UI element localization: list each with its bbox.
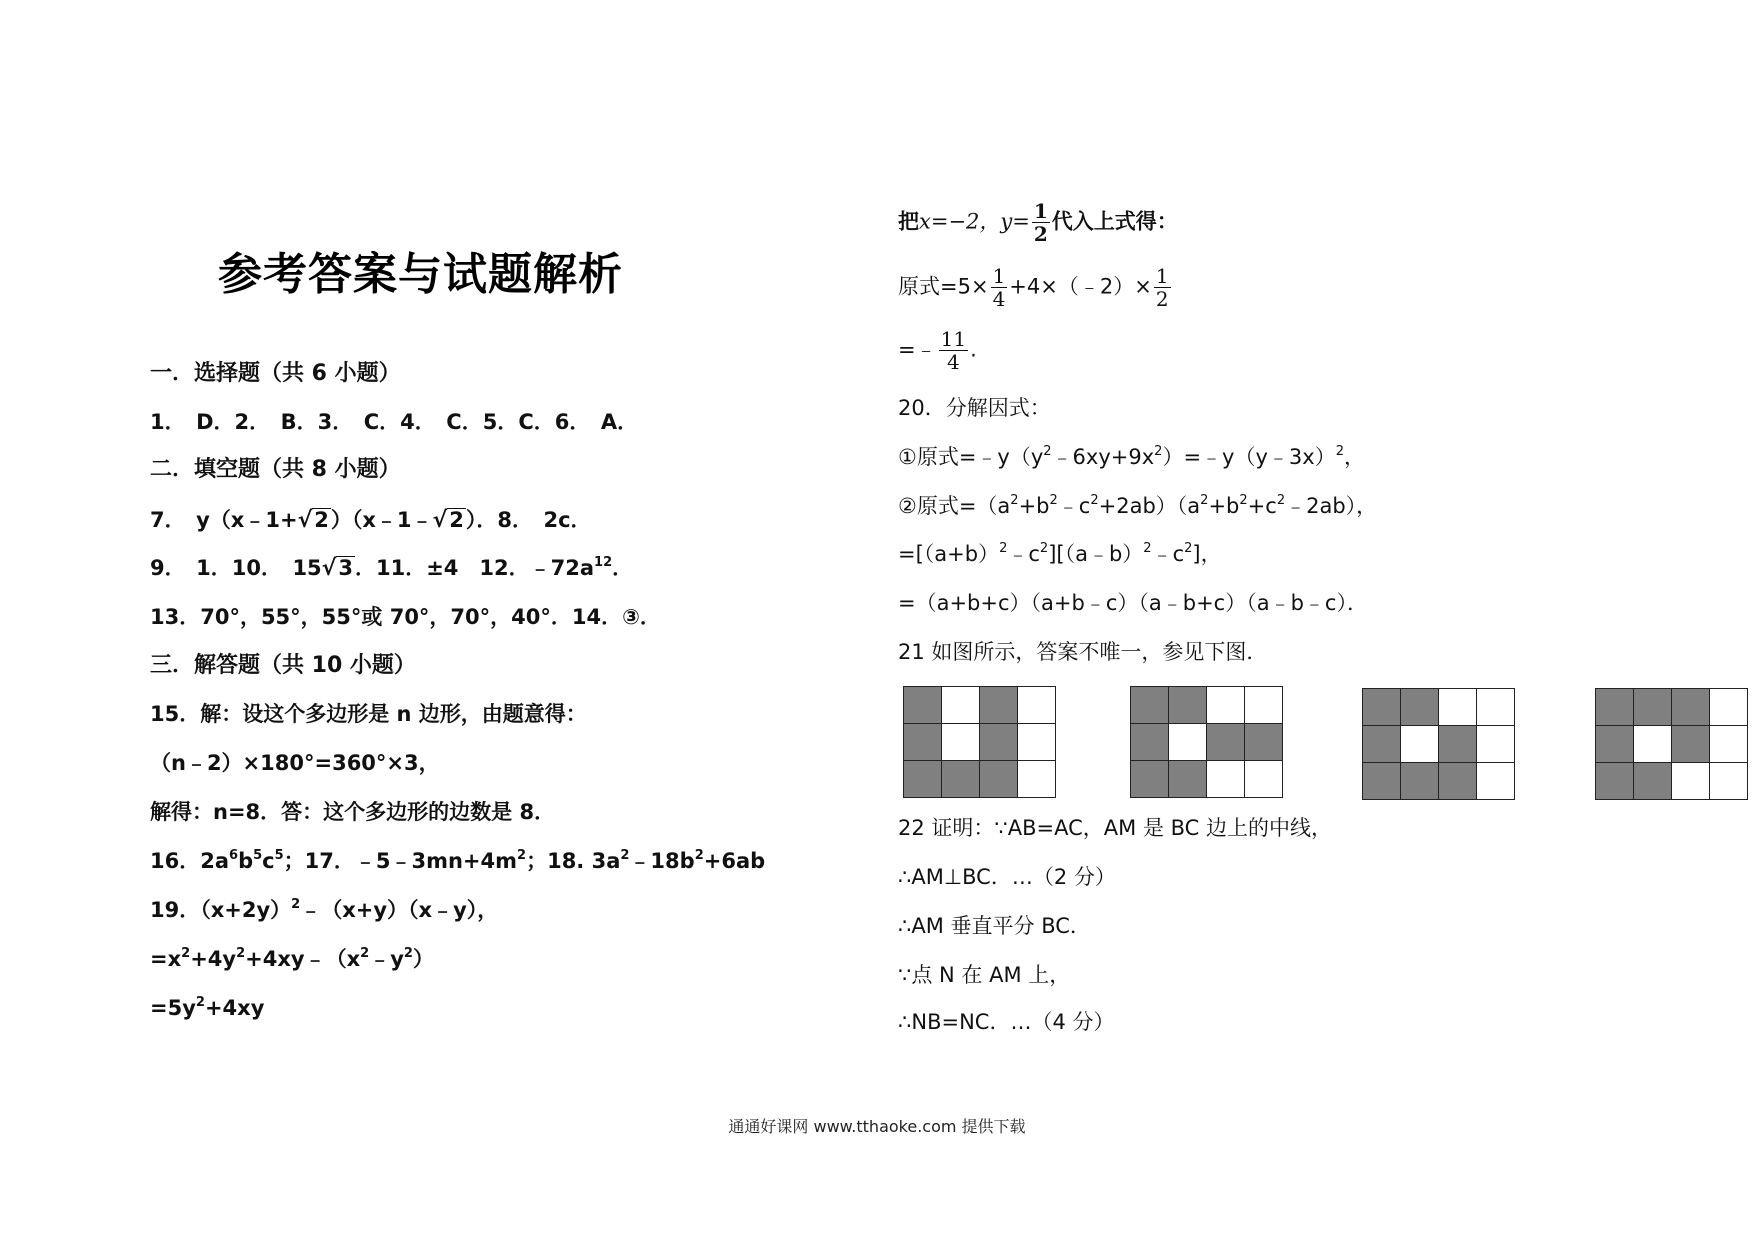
q20-line-3: [898, 540, 1222, 568]
exponent: 2: [1276, 493, 1286, 508]
grid-cell-empty: [1401, 726, 1439, 763]
text: ）: [412, 947, 434, 971]
text: +b: [1208, 494, 1240, 518]
text: ﹣c: [1057, 494, 1091, 518]
q21-grid-figure-2: [1130, 686, 1283, 798]
grid-cell-shaded: [942, 761, 980, 798]
grid-cell-shaded: [1672, 689, 1710, 726]
grid-cell-shaded: [1439, 763, 1477, 800]
grid-cell-empty: [1477, 726, 1515, 763]
q15-line-1: 15．解：设这个多边形是 n 边形，由题意得：: [150, 702, 587, 726]
fraction: [939, 328, 968, 373]
q15-line-2: （n﹣2）×180°=360°×3，: [150, 751, 440, 775]
text: +4xy﹣（x: [245, 947, 361, 971]
text: 16．2a: [150, 849, 230, 873]
grid-cell-shaded: [1169, 687, 1207, 724]
section-solve-heading: 三．解答题（共 10 小题）: [150, 653, 416, 678]
text: +4y: [190, 947, 237, 971]
substitution-line: [898, 200, 1178, 245]
text: c: [262, 849, 275, 873]
footer-credit: 通通好课网 www.tthaoke.com 提供下载: [728, 1117, 1026, 1136]
grid-cell-shaded: [980, 687, 1018, 724]
exponent: 2: [517, 848, 527, 863]
q20-heading: 20．分解因式：: [898, 396, 1051, 420]
var-x: x=−2，: [919, 209, 1001, 234]
q20-line-1: [898, 443, 1365, 471]
grid-cell-empty: [1710, 689, 1748, 726]
text: ﹣6xy+9x: [1051, 445, 1155, 469]
q22-line-3: ∴AM 垂直平分 BC．: [898, 914, 1091, 938]
grid-cell-empty: [1439, 689, 1477, 726]
exponent: 2: [1184, 541, 1193, 556]
exponent: 2: [694, 848, 704, 863]
exponent: 2: [1154, 444, 1163, 459]
text: +b: [1018, 494, 1050, 518]
q15-line-3: 解得：n=8．答：这个多边形的边数是 8．: [150, 800, 556, 824]
exponent: 2: [1335, 444, 1344, 459]
text: =5y: [150, 996, 196, 1020]
answer-q7-8: [150, 506, 592, 535]
grid-cell-empty: [1710, 763, 1748, 800]
section-choice-heading: 一．选择题（共 6 小题）: [150, 361, 401, 386]
exponent: 2: [1200, 493, 1209, 508]
grid-cell-empty: [942, 724, 980, 761]
answer-q16-18: [150, 847, 765, 875]
grid-cell-shaded: [1363, 689, 1401, 726]
q7-part-b: ）（x﹣1﹣: [330, 508, 433, 532]
grid-row: [1596, 763, 1748, 800]
text: ，: [1343, 445, 1365, 469]
exponent: 2: [403, 946, 413, 961]
q7-part-a: 7． y（x﹣1+: [150, 508, 298, 532]
grid-cell-shaded: [1363, 763, 1401, 800]
answer-q9-12: [150, 554, 633, 583]
fraction: [1032, 200, 1050, 245]
original-expression-line: [898, 265, 1173, 310]
exponent: 2: [360, 946, 370, 961]
text: +6ab: [703, 849, 766, 873]
grid-cell-shaded: [904, 724, 942, 761]
grid-cell-shaded: [1131, 687, 1169, 724]
grid-cell-shaded: [1634, 763, 1672, 800]
exponent: 2: [620, 848, 630, 863]
text: ②原式=（a: [898, 494, 1011, 518]
grid-row: [1363, 763, 1515, 800]
exponent: 6: [229, 848, 239, 863]
text: 代入上式得：: [1051, 209, 1178, 234]
q19-line-2: [150, 945, 434, 973]
grid-cell-shaded: [1596, 763, 1634, 800]
q20-line-4: =（a+b+c）（a+b﹣c）（a﹣b+c）（a﹣b﹣c）．: [898, 591, 1368, 615]
grid-cell-shaded: [1131, 724, 1169, 761]
var-y: y=: [1000, 209, 1030, 234]
q12-exponent: 12: [594, 555, 613, 570]
exponent: 2: [291, 897, 301, 912]
text: ][（a﹣b）: [1048, 542, 1144, 566]
text: +4xy: [204, 996, 265, 1020]
exponent: 2: [1239, 493, 1248, 508]
text: 19．（x+2y）: [150, 898, 292, 922]
text: 原式=5×: [898, 274, 989, 299]
q9-part-a: 9． 1．10． 15: [150, 556, 322, 580]
q20-line-2: [898, 492, 1377, 520]
exponent: 2: [1043, 444, 1052, 459]
grid-cell-empty: [1245, 687, 1283, 724]
q22-line-1: 22 证明：∵AB=AC，AM 是 BC 边上的中线，: [898, 816, 1332, 840]
grid-row: [1131, 687, 1283, 724]
grid-cell-empty: [1018, 724, 1056, 761]
grid-cell-shaded: [1401, 689, 1439, 726]
q9-part-c: ．: [612, 556, 634, 580]
denominator: 2: [1155, 287, 1169, 311]
grid-cell-empty: [1477, 763, 1515, 800]
numerator: 1: [1033, 199, 1048, 223]
section-fill-heading: 二．填空题（共 8 小题）: [150, 457, 401, 482]
q7-part-c: ）．8． 2c．: [465, 508, 592, 532]
grid-cell-shaded: [904, 687, 942, 724]
fraction: [1154, 265, 1171, 310]
text: ﹣2ab），: [1285, 494, 1378, 518]
text: =[（a+b）: [898, 542, 1000, 566]
text: ）=﹣y（y﹣3x）: [1162, 445, 1336, 469]
exponent: 5: [274, 848, 284, 863]
grid-cell-shaded: [980, 724, 1018, 761]
denominator: 2: [1033, 222, 1048, 246]
choice-answers: 1． D．2． B．3． C．4． C．5．C．6． A．: [150, 410, 639, 434]
q21-grid-figure-4: [1595, 688, 1748, 800]
exponent: 2: [236, 946, 246, 961]
text: +4×（﹣2）×: [1009, 274, 1152, 299]
text: =﹣: [898, 337, 937, 362]
exponent: 2: [999, 541, 1008, 556]
exponent: 2: [181, 946, 191, 961]
grid-cell-empty: [1207, 687, 1245, 724]
text: b: [238, 849, 254, 873]
denominator: 4: [992, 287, 1006, 311]
grid-row: [1131, 761, 1283, 798]
grid-row: [1596, 689, 1748, 726]
grid-row: [904, 724, 1056, 761]
text: ﹣c: [1151, 542, 1185, 566]
grid-cell-shaded: [1672, 726, 1710, 763]
sqrt-sign: √: [297, 508, 313, 533]
grid-cell-shaded: [1401, 763, 1439, 800]
grid-cell-shaded: [1439, 726, 1477, 763]
q21-grid-figure-3: [1362, 688, 1515, 800]
text: ；17．﹣5﹣3mn+4m: [283, 849, 518, 873]
text: ①原式=﹣y（y: [898, 445, 1044, 469]
page-title: 参考答案与试题解析: [218, 249, 623, 300]
grid-cell-empty: [1634, 726, 1672, 763]
q7-radicand-1: 2: [314, 508, 329, 532]
text: ；18. 3a: [526, 849, 621, 873]
text: +c: [1247, 494, 1277, 518]
grid-row: [1363, 726, 1515, 763]
grid-cell-empty: [1207, 761, 1245, 798]
grid-cell-empty: [1245, 761, 1283, 798]
grid-cell-empty: [1018, 687, 1056, 724]
grid-cell-shaded: [1596, 689, 1634, 726]
q22-line-5: ∴NB=NC．…（4 分）: [898, 1010, 1115, 1034]
grid-cell-shaded: [1207, 724, 1245, 761]
text: 把: [898, 209, 919, 234]
numerator: 1: [992, 264, 1006, 288]
grid-cell-empty: [942, 687, 980, 724]
grid-cell-empty: [1672, 763, 1710, 800]
sqrt-sign: √: [321, 556, 337, 581]
text: ]，: [1192, 542, 1222, 566]
exponent: 2: [1010, 493, 1019, 508]
q21-grid-figure-1: [903, 686, 1056, 798]
grid-cell-shaded: [1596, 726, 1634, 763]
numerator: 1: [1155, 264, 1169, 288]
text: ﹣c: [1007, 542, 1040, 566]
text: ﹣（x+y）（x﹣y），: [300, 898, 499, 922]
grid-cell-shaded: [980, 761, 1018, 798]
exponent: 2: [1143, 541, 1152, 556]
q19-line-1: [150, 896, 498, 924]
text: ﹣y: [369, 947, 404, 971]
exponent: 5: [253, 848, 263, 863]
grid-row: [1131, 724, 1283, 761]
grid-cell-shaded: [1131, 761, 1169, 798]
grid-cell-shaded: [1363, 726, 1401, 763]
text: +2ab）（a: [1098, 494, 1201, 518]
grid-cell-shaded: [1634, 689, 1672, 726]
sqrt-sign: √: [432, 508, 448, 533]
q21-line: 21 如图所示，答案不唯一，参见下图．: [898, 640, 1268, 664]
q9-radicand: 3: [338, 556, 353, 580]
q22-line-2: ∴AM⊥BC．…（2 分）: [898, 865, 1116, 889]
grid-row: [904, 761, 1056, 798]
fraction: [991, 265, 1008, 310]
exponent: 2: [1039, 541, 1049, 556]
exponent: 2: [195, 995, 205, 1010]
text: ﹣18b: [629, 849, 695, 873]
answer-q13-14: 13．70°，55°，55°或 70°，70°，40°．14．③．: [150, 605, 661, 629]
grid-cell-shaded: [1169, 761, 1207, 798]
q22-line-4: ∵点 N 在 AM 上，: [898, 963, 1071, 987]
grid-row: [1596, 726, 1748, 763]
exponent: 2: [1090, 493, 1099, 508]
numerator: 11: [940, 327, 967, 351]
grid-cell-empty: [1710, 726, 1748, 763]
grid-cell-empty: [1477, 689, 1515, 726]
result-line: [898, 328, 977, 373]
grid-cell-shaded: [1245, 724, 1283, 761]
grid-cell-empty: [1169, 724, 1207, 761]
q9-part-b: ．11．±4 12．﹣72a: [354, 556, 595, 580]
text: =x: [150, 947, 182, 971]
denominator: 4: [946, 350, 960, 374]
grid-row: [1363, 689, 1515, 726]
exponent: 2: [1049, 493, 1058, 508]
grid-row: [904, 687, 1056, 724]
grid-cell-shaded: [904, 761, 942, 798]
text: .: [970, 337, 977, 362]
q19-line-3: [150, 994, 264, 1022]
grid-cell-empty: [1018, 761, 1056, 798]
q7-radicand-2: 2: [449, 508, 464, 532]
